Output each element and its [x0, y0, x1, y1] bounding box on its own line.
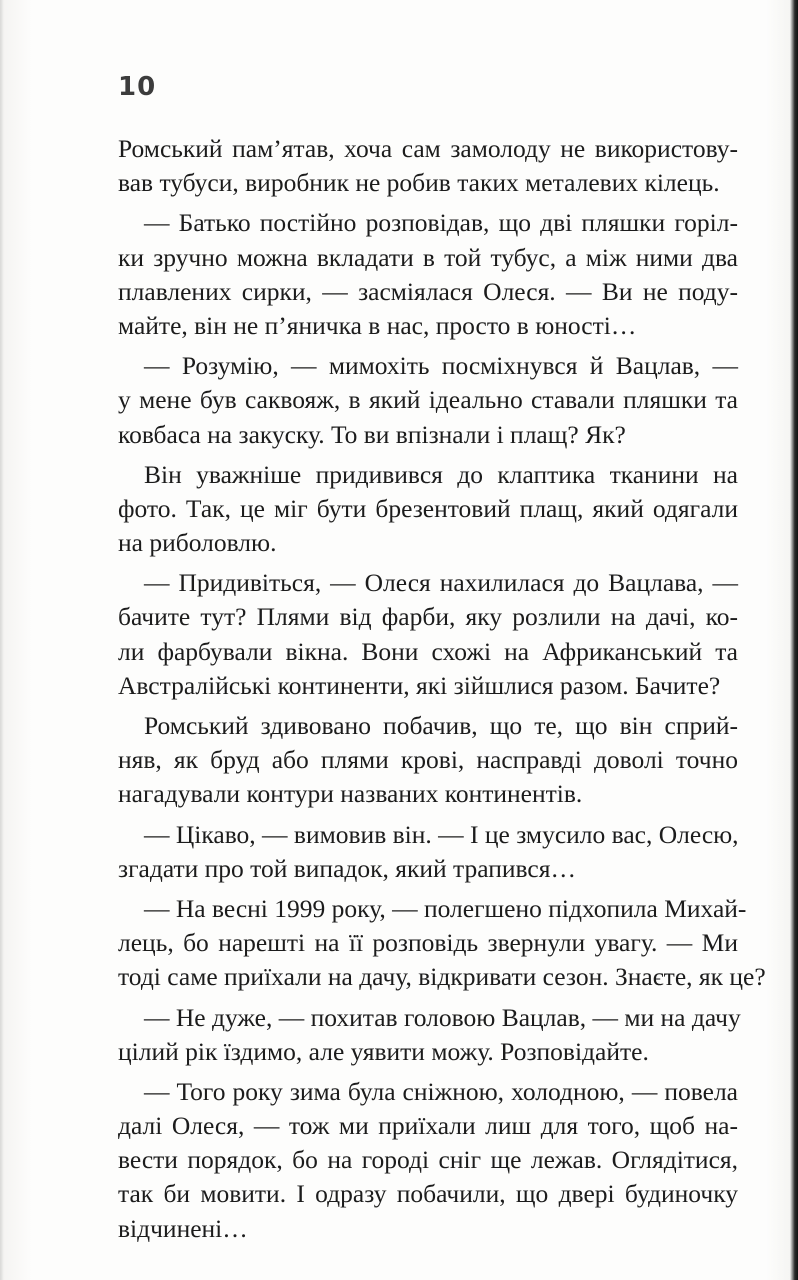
text-line: ковбаса на закуску. То ви впізнали і плащ? Як?	[118, 419, 626, 449]
text-line: — Не дуже, — похитав головою Вацлав, — ми на дачу	[144, 1002, 741, 1032]
page-left-edge-shadow	[0, 0, 4, 1280]
text-line: Австралійські континенти, які зійшлися разом. Бачите?	[118, 670, 721, 700]
text-line: — Батько постійно розповідав, що дві пляшки горіл-	[144, 208, 738, 238]
text-line: нагадували контури названих континентів.	[118, 779, 583, 809]
text-line: фото. Так, це міг бути брезентовий плащ, який одягали	[118, 493, 738, 523]
text-line: вести порядок, бо на городі сніг ще лежав. Оглядітися,	[118, 1145, 738, 1175]
body-text	[118, 132, 766, 1246]
text-line: ли фарбували вікна. Вони схожі на Африканський та	[118, 636, 738, 666]
text-line: — Цікаво, — вимовив він. — І це змусило вас, Олесю,	[144, 819, 739, 849]
text-line: відчинені…	[118, 1213, 248, 1243]
text-line: — Розумію, — мимохіть посміхнувся й Вацлав, —	[144, 351, 738, 381]
text-line: Ромський пам’ятав, хоча сам замолоду не використову-	[118, 134, 738, 163]
page-number: 10	[118, 72, 157, 102]
text-line: Він уважніше придивився до клаптика тканини на	[144, 459, 738, 489]
text-line: плавлених сирки, — засміялася Олеся. — Ви не поду-	[118, 276, 738, 306]
text-line: лець, бо нарешті на її розповідь звернули увагу. — Ми	[118, 928, 738, 958]
text-line: няв, як бруд або плями крові, насправді доволі точно	[118, 745, 738, 775]
text-line: вав тубуси, виробник не робив таких металевих кілець.	[118, 168, 720, 198]
text-line: — На весні 1999 року, — полегшено підхопила Михай-	[144, 893, 747, 923]
text-line: ки зручно можна вкладати в той тубус, а між ними два	[118, 242, 738, 272]
text-line: далі Олеся, — тож ми приїхали лиш для того, щоб на-	[118, 1111, 738, 1141]
text-line: тоді саме приїхали на дачу, відкривати сезон. Знаєте, як це?	[118, 962, 766, 992]
text-line: — Придивіться, — Олеся нахилилася до Вацлава, —	[144, 568, 738, 598]
text-line: на риболовлю.	[118, 528, 277, 558]
text-line: згадати про той випадок, який трапився…	[118, 853, 576, 883]
text-line: майте, він не п’яничка в нас, просто в юності…	[118, 310, 637, 340]
text-line: — Того року зима була сніжною, холодною, — повела	[144, 1076, 738, 1106]
text-line: так би мовити. І одразу побачили, що двері будиночку	[118, 1179, 738, 1209]
text-line: цілий рік їздимо, але уявити можу. Розповідайте.	[118, 1036, 649, 1066]
text-line: Ромський здивовано побачив, що те, що він сприй-	[144, 711, 738, 740]
text-line: у мене був саквояж, в який ідеально ставали пляшки та	[118, 385, 738, 415]
page-right-edge-shadow	[790, 0, 798, 1280]
text-line: бачите тут? Плями від фарби, яку розлили на дачі, ко-	[118, 602, 738, 632]
